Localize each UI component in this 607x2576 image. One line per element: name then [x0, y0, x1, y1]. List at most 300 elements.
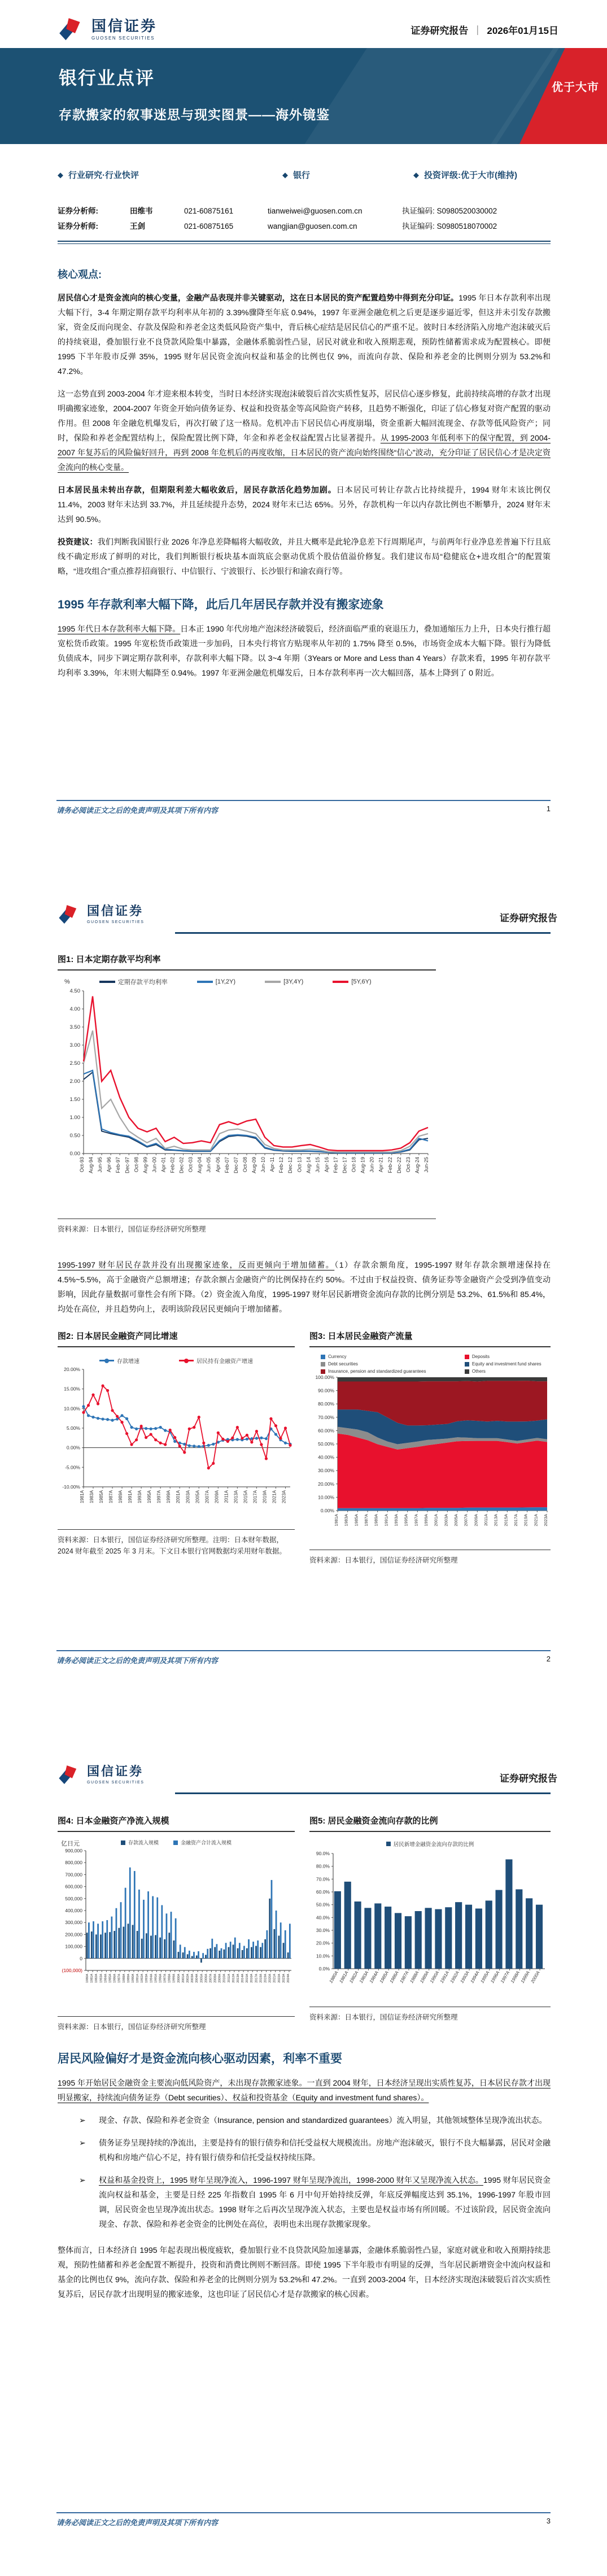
- svg-text:1989A: 1989A: [118, 1490, 124, 1504]
- guosen-logo: [56, 902, 145, 927]
- list-item: [79, 2113, 551, 2127]
- analyst-role: 证券分析师:: [58, 207, 98, 215]
- page-header: [0, 1761, 607, 1794]
- svg-text:80.00%: 80.00%: [318, 1401, 334, 1407]
- svg-text:20.00%: 20.00%: [64, 1367, 80, 1372]
- page-header: [0, 901, 607, 934]
- svg-text:1997A: 1997A: [499, 1970, 511, 1985]
- masthead: [0, 0, 607, 48]
- figure-1: [58, 953, 436, 1235]
- svg-text:Apr-21: Apr-21: [378, 1157, 384, 1173]
- svg-text:2016A: 2016A: [250, 1974, 254, 1983]
- svg-text:2000A: 2000A: [177, 1974, 181, 1983]
- legend-item: Deposits: [465, 1354, 551, 1359]
- arrow-bullet-icon: ➢: [79, 2138, 86, 2147]
- legend-swatch-icon: [99, 1360, 114, 1361]
- figure-source: 资料来源：日本银行，国信证券经济研究所整理: [58, 1219, 436, 1235]
- title-banner: [0, 48, 607, 144]
- svg-text:0.00%: 0.00%: [320, 1508, 334, 1513]
- page-3: [0, 1695, 607, 2576]
- figure-legend: [58, 1356, 295, 1365]
- svg-text:500,000: 500,000: [65, 1895, 82, 1901]
- svg-text:1991A: 1991A: [136, 1974, 140, 1983]
- legend-item: [1Y,2Y): [197, 978, 235, 985]
- figure-title: 图2: 日本居民金融资产同比增速: [58, 1330, 295, 1347]
- svg-text:Aug-14: Aug-14: [305, 1157, 312, 1174]
- svg-text:30.00%: 30.00%: [318, 1468, 334, 1474]
- svg-text:Oct-03: Oct-03: [187, 1157, 194, 1173]
- svg-text:50.00%: 50.00%: [318, 1441, 334, 1447]
- svg-text:0: 0: [80, 1955, 82, 1961]
- svg-text:Aug-94: Aug-94: [88, 1157, 94, 1174]
- svg-text:1999A: 1999A: [172, 1974, 176, 1983]
- legend-swatch-icon: [99, 981, 115, 983]
- legend-item: Equity and investment fund shares: [465, 1361, 551, 1367]
- legend-swatch-icon: [265, 981, 281, 983]
- figure-source: 资料来源：日本银行，国信证券经济研究所整理。注明：日本财年数据，2024 财年截至 2025 年 3 月末。下文日本银行官网数据均采用财年数据。: [58, 1529, 295, 1557]
- svg-text:Feb-97: Feb-97: [115, 1157, 121, 1173]
- line-chart: [58, 1365, 295, 1526]
- svg-text:-10.00%: -10.00%: [62, 1484, 80, 1490]
- svg-text:2023A: 2023A: [282, 1974, 286, 1983]
- svg-text:1983A: 1983A: [343, 1514, 349, 1526]
- svg-text:2003A: 2003A: [185, 1490, 191, 1504]
- disclaimer-text: 请务必阅读正文之后的免责声明及其项下所有内容: [56, 806, 219, 815]
- legend-item: 存款增速: [99, 1356, 139, 1365]
- svg-text:Feb-17: Feb-17: [333, 1157, 339, 1173]
- svg-text:Aug-09: Aug-09: [251, 1157, 257, 1174]
- svg-text:Jun-05: Jun-05: [206, 1157, 212, 1173]
- svg-text:Jun-15: Jun-15: [315, 1157, 321, 1173]
- rating-badge: 优于大市: [552, 81, 599, 94]
- svg-text:1997A: 1997A: [156, 1490, 162, 1504]
- svg-text:Oct-98: Oct-98: [133, 1157, 139, 1173]
- svg-text:2000A: 2000A: [530, 1970, 541, 1985]
- svg-text:Oct-18: Oct-18: [351, 1157, 357, 1173]
- svg-text:70.0%: 70.0%: [316, 1876, 330, 1882]
- guosen-logo: [56, 1763, 145, 1787]
- legend-swatch-icon: [179, 1360, 194, 1361]
- svg-text:2.00: 2.00: [69, 1078, 80, 1085]
- header-report-type: 证券研究报告: [500, 1773, 557, 1784]
- figure-2: [58, 1330, 295, 1566]
- svg-text:1985A: 1985A: [99, 1490, 104, 1504]
- svg-text:Aug-99: Aug-99: [142, 1157, 149, 1174]
- svg-text:1982A: 1982A: [348, 1970, 360, 1985]
- page-number: 1: [546, 804, 551, 813]
- analyst-name: 田维韦: [130, 207, 153, 215]
- svg-text:1999A: 1999A: [166, 1490, 172, 1504]
- svg-text:2020A: 2020A: [268, 1974, 272, 1983]
- svg-text:2021A: 2021A: [273, 1974, 277, 1983]
- svg-text:1985A: 1985A: [378, 1970, 390, 1985]
- svg-text:Feb-22: Feb-22: [387, 1157, 393, 1173]
- svg-text:800,000: 800,000: [65, 1860, 82, 1866]
- svg-text:2011A: 2011A: [224, 1490, 229, 1503]
- paragraph: 日本居民虽未转出存款，但期限利差大幅收敛后，居民存款活化趋势加剧。日本居民可转让存款占比持续提升，1994 财年末该比例仅 11.4%，2003 财年末达到 33.7%，并且延续提升态势，2024 财年末已达 65%。另外，存款机构一年以内存款比例也不断攀升，2024 财年末达到 90.5%。: [58, 485, 551, 524]
- svg-text:Apr-16: Apr-16: [324, 1157, 330, 1173]
- svg-text:2014A: 2014A: [241, 1974, 245, 1983]
- svg-text:Aug-04: Aug-04: [196, 1157, 203, 1174]
- brand-name-cn: 国信证券: [91, 17, 158, 34]
- header-rule: [175, 1792, 551, 1794]
- figure-legend: [58, 1839, 295, 1846]
- svg-text:Dec-07: Dec-07: [233, 1157, 239, 1174]
- report-type-date: [411, 23, 558, 37]
- figure-4: [58, 1814, 295, 2033]
- svg-text:2021A: 2021A: [272, 1490, 277, 1504]
- stacked-area-chart: [309, 1374, 551, 1546]
- svg-text:Oct-23: Oct-23: [405, 1157, 411, 1173]
- svg-text:0.00%: 0.00%: [66, 1444, 80, 1451]
- guosen-logo-icon: [56, 1763, 81, 1787]
- legend-swatch-icon: [321, 1369, 325, 1374]
- brand-name-en: GUOSEN SECURITIES: [87, 1781, 145, 1785]
- arrow-bullet-icon: ➢: [79, 2116, 86, 2125]
- svg-text:2001A: 2001A: [181, 1974, 185, 1983]
- brand-name-cn: 国信证券: [87, 904, 144, 918]
- svg-text:2018A: 2018A: [259, 1974, 263, 1983]
- svg-text:1980A: 1980A: [86, 1974, 90, 1983]
- svg-text:2008A: 2008A: [213, 1974, 217, 1983]
- svg-text:1981A: 1981A: [90, 1974, 94, 1983]
- svg-text:Oct-13: Oct-13: [296, 1157, 303, 1173]
- report-date: 2026年01月15日: [487, 25, 558, 36]
- svg-text:2017A: 2017A: [255, 1974, 259, 1983]
- list-item: [79, 2135, 551, 2165]
- svg-text:1981A: 1981A: [338, 1970, 350, 1985]
- guosen-logo-icon: [56, 15, 86, 44]
- page-number: 2: [546, 1655, 551, 1663]
- svg-text:1983A: 1983A: [89, 1490, 95, 1504]
- page-footer: [0, 800, 607, 845]
- svg-text:2002A: 2002A: [186, 1974, 190, 1983]
- list-item: [79, 2173, 551, 2231]
- body-text: [58, 281, 551, 578]
- svg-text:0.00: 0.00: [69, 1151, 80, 1157]
- section-heading: 居民风险偏好才是资金流向核心驱动因素，利率不重要: [58, 2052, 342, 2065]
- svg-text:Dec-12: Dec-12: [287, 1157, 294, 1174]
- page-footer: [0, 1650, 607, 1695]
- svg-text:1993A: 1993A: [394, 1514, 399, 1526]
- header-rule: [175, 932, 551, 934]
- svg-text:1984A: 1984A: [104, 1974, 108, 1983]
- legend-item: Insurance, pension and standardized guarantees: [321, 1369, 435, 1374]
- svg-text:1994A: 1994A: [469, 1970, 481, 1985]
- legend-item: Debt securities: [321, 1361, 435, 1367]
- svg-text:1998A: 1998A: [168, 1974, 172, 1983]
- svg-text:1985A: 1985A: [108, 1974, 112, 1983]
- svg-text:15.00%: 15.00%: [64, 1386, 80, 1392]
- analyst-name: 王剑: [130, 222, 145, 230]
- svg-text:1988A: 1988A: [122, 1974, 126, 1983]
- svg-text:1.50: 1.50: [69, 1096, 80, 1103]
- svg-text:1992A: 1992A: [141, 1974, 145, 1983]
- svg-text:200,000: 200,000: [65, 1931, 82, 1938]
- svg-text:1993A: 1993A: [137, 1490, 143, 1504]
- svg-text:1991A: 1991A: [439, 1970, 451, 1985]
- svg-text:60.0%: 60.0%: [316, 1889, 330, 1895]
- axis-unit-label: 亿日元: [61, 1840, 80, 1847]
- page-2: [0, 845, 607, 1695]
- svg-text:100.00%: 100.00%: [315, 1374, 334, 1380]
- svg-text:Feb-07: Feb-07: [224, 1157, 230, 1173]
- svg-text:1989A: 1989A: [373, 1514, 379, 1526]
- svg-text:Dec-97: Dec-97: [124, 1157, 130, 1174]
- page-footer: [0, 2512, 607, 2576]
- bullet-text: 现金、存款、保险和养老金资金（Insurance, pension and standardized guarantees）流入明显，其他领域整体呈现净流出状态。: [99, 2116, 547, 2125]
- svg-text:2021A: 2021A: [533, 1514, 539, 1526]
- svg-text:2005A: 2005A: [200, 1974, 204, 1983]
- brand-name-en: GUOSEN SECURITIES: [91, 35, 155, 41]
- figure-source: 资料来源：日本银行，国信证券经济研究所整理: [309, 1550, 551, 1566]
- figure-source: 资料来源：日本银行，国信证券经济研究所整理: [58, 2016, 295, 2033]
- bullet-list: [79, 2105, 551, 2231]
- legend-swatch-icon: [386, 1842, 391, 1846]
- svg-text:2003A: 2003A: [191, 1974, 195, 1983]
- paragraph: 整体而言，日本经济自 1995 年起表现出极度疲软，叠加银行业不良贷款风险加速暴露，金融体系脆弱性凸显，家庭对就业和收入预期持续悲观，预防性储蓄和养老金配置不断提升，投资和消费比例则不断回落。即使 1995 下半年股市有明显的反弹，当年居民新增资金中流向权益和基金的比例也仅 9%，流向存款、保险和养老金的比例则分别为 53.2%和 47.2%。一直到 2003-2004 年，日本经济实现泡沫破裂后首次实质性复苏后，居民存款才出现明显的搬家迹象，这也印证了居民信心才是存款搬家的核心因素。: [58, 2246, 551, 2299]
- diamond-icon: ◆: [413, 170, 419, 179]
- paragraph: 这一态势直到 2003-2004 年才迎来根本转变，当时日本经济实现泡沫破裂后首次实质性复苏，居民信心逐步修复，此前持续高增的存款才出现明确搬家迹象，2004-2007 年资金开始向债务证券、权益和投资基金等高风险资产转移，且趋势不断强化，印证了信心修复对资产配置的驱动作用。但 2008 年金融危机爆发后，再次打破了这一格局。危机冲击下居民信心再度崩塌，资金重新大幅回流现金、存款等低风险资产；同时，保险和养老金配置结构上，保险配置比例下降，年金和养老金权益配置占比显著提升。从 1995-2003 年低利率下的保守配置，到 2004-2007 年复苏后的风险偏好回升，再到 2008 年危机后的再度收缩，日本居民的资产流向始终围绕“信心”波动，充分印证了居民信心才是决定资金流向的核心变量。: [58, 389, 551, 472]
- meta-row: [58, 169, 607, 181]
- svg-text:1987A: 1987A: [117, 1974, 121, 1983]
- svg-text:2015A: 2015A: [246, 1974, 250, 1983]
- svg-text:2001A: 2001A: [433, 1514, 439, 1526]
- svg-text:2005A: 2005A: [195, 1490, 200, 1504]
- bar-chart: [309, 1848, 551, 2003]
- svg-text:2.50: 2.50: [69, 1060, 80, 1067]
- svg-text:-5.00%: -5.00%: [65, 1464, 80, 1470]
- legend-swatch-icon: [121, 1840, 125, 1845]
- svg-text:300,000: 300,000: [65, 1920, 82, 1926]
- report-category: 银行业点评: [59, 68, 155, 88]
- svg-text:2011A: 2011A: [227, 1974, 231, 1983]
- svg-text:2003A: 2003A: [443, 1514, 449, 1526]
- legend-swatch-icon: [333, 981, 348, 983]
- svg-text:2017A: 2017A: [513, 1514, 518, 1526]
- line-chart: [58, 986, 436, 1215]
- figure-title: 图5: 居民金融资金流向存款的比例: [309, 1814, 551, 1832]
- disclaimer-text: 请务必阅读正文之后的免责声明及其项下所有内容: [56, 2518, 219, 2527]
- svg-text:Apr-96: Apr-96: [106, 1157, 112, 1173]
- svg-text:100,000: 100,000: [65, 1943, 82, 1950]
- svg-text:2019A: 2019A: [264, 1974, 268, 1983]
- header-report-type: 证券研究报告: [500, 913, 557, 924]
- figure-5: [309, 1814, 551, 2033]
- svg-text:1987A: 1987A: [108, 1490, 114, 1504]
- paragraph: 居民信心才是资金流向的核心变量，金融产品表现并非关键驱动，这在日本居民的资产配置趋势中得到充分印证。1995 年日本存款利率出现大幅下行，3-4 年期定期存款平均利率从年初的 3.39%骤降至年底 0.94%，1997 年亚洲金融危机之后更是逐步逼近零，但这并未引发存款搬家，资金反而向现金、存款及保险和养老金这类低风险资产集中，背后核心症结是居民信心的严重不足。彼时日本经济陷入房地产泡沫破灭后的持续衰退，叠加银行业不良贷款风险集中暴露，金融体系脆弱性凸显，居民对就业和收入预期悲观，预防性储蓄需求成为配置核心。即便 1995 下半年股市反弹 35%，1995 财年居民资金流向权益和基金的比例也仅 9%，而流向存款、保险和养老金的比例则分别为 53.2%和 47.2%。: [58, 293, 551, 376]
- svg-text:1990A: 1990A: [429, 1970, 440, 1985]
- svg-text:90.0%: 90.0%: [316, 1851, 330, 1856]
- brand-name-en: GUOSEN SECURITIES: [87, 920, 145, 924]
- svg-text:1983A: 1983A: [99, 1974, 103, 1983]
- paragraph: 投资建议：我们判断我国银行业 2026 年净息差降幅将大幅收敛，并且大概率是此轮净息差下行周期尾声，与前两年行业净息差普遍下行且底线不确定形成了鲜明的对比，我们判断银行板块基本面筑底会驱动优质个股估值溢价修复。我们建议布局“稳健底仓+进攻组合”的配置策略，“进攻组合”重点推荐招商银行、中信银行、宁波银行、长沙银行和渝农商行等。: [58, 537, 551, 576]
- svg-text:2013A: 2013A: [236, 1974, 240, 1983]
- svg-text:1993A: 1993A: [459, 1970, 470, 1985]
- svg-text:Dec-22: Dec-22: [396, 1157, 402, 1174]
- svg-text:Apr-11: Apr-11: [269, 1157, 276, 1172]
- meta-item-research-type: ◆ 行业研究·行业快评: [58, 170, 139, 180]
- diamond-icon: ◆: [282, 170, 288, 179]
- svg-text:70.00%: 70.00%: [318, 1414, 334, 1420]
- figure-3: [309, 1330, 551, 1566]
- page-1: [0, 0, 607, 845]
- svg-text:Aug-19: Aug-19: [360, 1157, 366, 1174]
- axis-unit-label: %: [64, 978, 70, 985]
- svg-text:2013A: 2013A: [493, 1514, 499, 1526]
- page-title: 存款搬家的叙事迷思与现实图景——海外镜鉴: [59, 107, 330, 122]
- svg-text:1996A: 1996A: [159, 1974, 163, 1983]
- legend-item: 金融资产合计流入规模: [173, 1839, 232, 1846]
- svg-text:1981A: 1981A: [80, 1490, 85, 1504]
- svg-text:1995A: 1995A: [154, 1974, 158, 1983]
- svg-text:1993A: 1993A: [145, 1974, 149, 1983]
- svg-text:1981A: 1981A: [334, 1514, 339, 1526]
- svg-text:2024A: 2024A: [286, 1974, 290, 1983]
- bullet-text: 权益和基金投资上，1995 财年呈现净流入，1996-1997 财年呈现净流出，1998-2000 财年又呈现净流入状态。1995 财年居民资金流向权益和基金，主要是日经 225 年指数自 1995 年 6 月中旬开始持续反弹，年底反弹幅度达到 35.1%，1996-1997 年股市回调，居民资金也呈现净流出状态。1998 财年之后再次呈现净流入状态，主要也是权益市场有所回暖。不过该阶段，居民资金流向现金、存款、保险和养老金资金的比例处在高位，表明也未出现存款搬家现象。: [99, 2175, 551, 2229]
- svg-text:1988A: 1988A: [409, 1970, 420, 1985]
- svg-text:400,000: 400,000: [65, 1908, 82, 1913]
- svg-text:3.50: 3.50: [69, 1024, 80, 1030]
- paragraph: 1995 年开始居民金融资金主要流向低风险资产，未出现存款搬家迹象。一直到 2004 财年，日本经济呈现出实质性复苏，日本居民存款才出现明显搬家，持续流向债务证券（Debt securities）、权益和投资基金（Equity and investment fund shares）。: [58, 2078, 551, 2102]
- diamond-icon: ◆: [58, 170, 63, 179]
- svg-text:3.00: 3.00: [69, 1042, 80, 1048]
- figure-title: 图1: 日本定期存款平均利率: [58, 953, 436, 971]
- svg-text:2007A: 2007A: [209, 1974, 213, 1983]
- analyst-list: [58, 203, 607, 234]
- analyst-cert: 执证编码: S0980518070002: [402, 222, 497, 230]
- svg-text:2011A: 2011A: [483, 1514, 488, 1526]
- disclaimer-text: 请务必阅读正文之后的免责声明及其项下所有内容: [56, 1656, 219, 1665]
- svg-text:1980A: 1980A: [328, 1970, 339, 1985]
- svg-text:1986A: 1986A: [388, 1970, 400, 1985]
- figure-title: 图3: 日本居民金融资产流量: [309, 1330, 551, 1347]
- legend-swatch-icon: [197, 981, 213, 983]
- svg-text:Oct-08: Oct-08: [242, 1157, 248, 1173]
- legend-item: 存款流入规模: [121, 1839, 159, 1846]
- svg-text:2015A: 2015A: [243, 1490, 248, 1504]
- svg-text:2009A: 2009A: [214, 1490, 220, 1504]
- meta-item-industry: ◆ 银行: [282, 170, 311, 180]
- brand-name-cn: 国信证券: [87, 1764, 144, 1778]
- svg-text:4.50: 4.50: [69, 988, 80, 994]
- svg-text:1.00: 1.00: [69, 1115, 80, 1121]
- svg-text:1997A: 1997A: [163, 1974, 167, 1983]
- legend-swatch-icon: [173, 1840, 178, 1845]
- svg-text:2009A: 2009A: [473, 1514, 479, 1526]
- svg-text:80.0%: 80.0%: [316, 1863, 330, 1869]
- svg-text:1995A: 1995A: [147, 1490, 152, 1504]
- analyst-phone: 021-60875165: [184, 222, 234, 230]
- svg-text:1992A: 1992A: [449, 1970, 460, 1985]
- report-type: 证券研究报告: [411, 25, 469, 36]
- legend-item: 居民持有金融资产增速: [179, 1356, 253, 1365]
- page-number: 3: [546, 2517, 551, 2525]
- legend-swatch-icon: [321, 1362, 325, 1367]
- analyst-email: wangjian@guosen.com.cn: [268, 222, 357, 230]
- svg-text:1991A: 1991A: [128, 1490, 133, 1504]
- figure-legend: [321, 1354, 551, 1374]
- meta-item-rating: ◆ 投资评级:优于大市(维持): [413, 170, 517, 180]
- svg-text:50.0%: 50.0%: [316, 1901, 330, 1908]
- svg-text:40.0%: 40.0%: [316, 1914, 330, 1921]
- svg-text:1996A: 1996A: [490, 1970, 501, 1985]
- svg-text:600,000: 600,000: [65, 1883, 82, 1890]
- separator: ｜: [473, 25, 483, 36]
- svg-text:1997A: 1997A: [413, 1514, 419, 1526]
- analyst-role: 证券分析师:: [58, 222, 98, 230]
- analyst-row: [58, 219, 607, 234]
- svg-text:10.00%: 10.00%: [318, 1494, 334, 1500]
- svg-text:Jun-25: Jun-25: [423, 1157, 429, 1173]
- svg-text:Oct-93: Oct-93: [79, 1157, 85, 1173]
- core-views-heading: 核心观点:: [58, 269, 102, 280]
- svg-text:2007A: 2007A: [463, 1514, 469, 1526]
- svg-text:1998A: 1998A: [509, 1970, 521, 1985]
- arrow-bullet-icon: ➢: [79, 2175, 86, 2185]
- svg-text:2017A: 2017A: [252, 1490, 258, 1504]
- svg-text:2009A: 2009A: [218, 1974, 222, 1983]
- svg-text:1989A: 1989A: [126, 1974, 130, 1983]
- figure-source: 资料来源：日本银行，国信证券经济研究所整理: [309, 2007, 551, 2023]
- figure-title: 图4: 日本金融资产净流入规模: [58, 1814, 295, 1832]
- svg-text:40.00%: 40.00%: [318, 1454, 334, 1460]
- svg-text:2013A: 2013A: [233, 1490, 239, 1504]
- paragraph: 1995 年代日本存款利率大幅下降。日本正 1990 年代房地产泡沫经济破裂后，经济面临严重的衰退压力，叠加通缩压力上升，日本央行推行超宽松货币政策。1995 年宽松货币政策进一步加码，日本央行将官方贴现率从年初的 1.75% 降至 0.5%，市场资金成本大幅下降。银行为降低负债成本，同步下调定期存款利率，存款利率大幅下降。以 3~4 年期（3Years or More and Less than 4 Years）存款来看，1995 年初存款平均利率 3.39%，年末则大幅降至 0.94%。1997 年亚洲金融危机爆发后，日本存款利率再一次大幅回落，基本上降到了 0 附近。: [58, 624, 551, 677]
- svg-text:Dec-02: Dec-02: [178, 1157, 185, 1174]
- double-rule: [58, 241, 551, 244]
- svg-text:2010A: 2010A: [222, 1974, 226, 1983]
- figure-legend: [64, 977, 436, 986]
- svg-text:1985A: 1985A: [353, 1514, 359, 1526]
- svg-text:700,000: 700,000: [65, 1872, 82, 1878]
- svg-text:2005A: 2005A: [453, 1514, 458, 1526]
- svg-text:2019A: 2019A: [262, 1490, 268, 1504]
- svg-text:Jun-10: Jun-10: [260, 1157, 267, 1173]
- analyst-phone: 021-60875161: [184, 207, 234, 215]
- svg-text:2023A: 2023A: [543, 1514, 548, 1526]
- svg-text:60.00%: 60.00%: [318, 1428, 334, 1434]
- svg-text:1984A: 1984A: [368, 1970, 380, 1985]
- svg-text:2007A: 2007A: [204, 1490, 210, 1504]
- analyst-row: [58, 203, 607, 219]
- svg-text:1982A: 1982A: [95, 1974, 99, 1983]
- svg-text:Aug-24: Aug-24: [414, 1157, 420, 1174]
- svg-text:20.00%: 20.00%: [318, 1481, 334, 1487]
- paragraph: 1995-1997 财年居民存款并没有出现搬家迹象，反而更倾向于增加储蓄。（1）存款余额角度，1995-1997 财年存款余额增速保持在 4.5%~5.5%，高于金融资产总额增速；存款余额占金融资产的比例保持在约 50%。不过由于权益投资、债务证券等金融资产会受到净值变动影响，因此存量数据可靠性会有所下降。（2）资金流入角度，1995-1997 财年居民新增资金流向存款的比例分别是 53.2%、61.5%和 85.4%，均处在高位，并且趋势向上，表明该阶段居民更倾向于增加储蓄。: [58, 1260, 551, 1313]
- bar-chart: [58, 1846, 295, 2013]
- legend-item: 定期存款平均利率: [99, 977, 168, 986]
- svg-text:2019A: 2019A: [523, 1514, 529, 1526]
- svg-text:4.00: 4.00: [69, 1006, 80, 1012]
- svg-text:Feb-02: Feb-02: [169, 1157, 176, 1173]
- svg-text:1989A: 1989A: [419, 1970, 430, 1985]
- svg-text:Apr-06: Apr-06: [215, 1157, 221, 1173]
- svg-text:900,000: 900,000: [65, 1848, 82, 1853]
- analyst-cert: 执证编码: S0980520030002: [402, 207, 497, 215]
- legend-swatch-icon: [465, 1369, 469, 1374]
- section-heading: 1995 年存款利率大幅下降，此后几年居民存款并没有搬家迹象: [58, 598, 384, 611]
- figure-legend: [309, 1840, 551, 1848]
- svg-text:20.0%: 20.0%: [316, 1940, 330, 1946]
- svg-text:2015A: 2015A: [503, 1514, 509, 1526]
- guosen-logo-icon: [56, 902, 81, 927]
- svg-text:2012A: 2012A: [232, 1974, 235, 1983]
- guosen-logo: [56, 15, 157, 44]
- legend-item: Others: [465, 1369, 551, 1374]
- svg-text:1983A: 1983A: [358, 1970, 370, 1985]
- svg-text:10.0%: 10.0%: [316, 1953, 330, 1959]
